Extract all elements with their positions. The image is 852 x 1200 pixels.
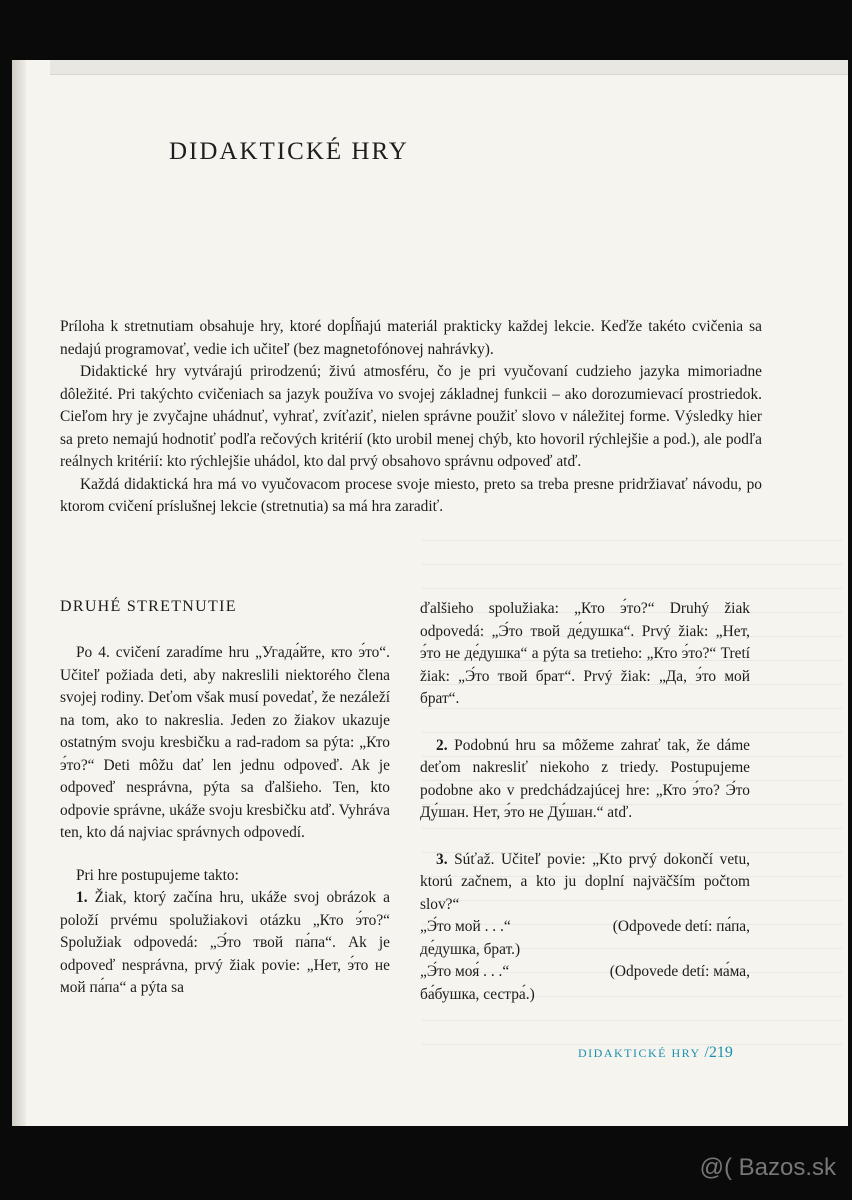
item-text: Podobnú hru sa môžeme zahrať tak, že dáme deťom nakresliť niekoho z triedy. Postupujeme podobne ako v predchádzajúcej hre: „Кто э́то? Э́то Ду́шан. Нет, э́то не Ду́шан.“ atď. xyxy=(420,736,750,821)
item-text: Súťaž. Učiteľ povie: „Kto prvý dokončí vetu, ktorú začnem, a kto ju doplní najväčším počtom slov?“ xyxy=(420,850,750,913)
page-edge-top xyxy=(50,60,848,75)
quote-continuation: де́душка, брат.) xyxy=(420,940,521,958)
paragraph-game-intro: Po 4. cvičení zaradíme hru „Угада́йте, кто э́то“. Učiteľ požiada deti, aby nakreslili niektorého člena svojej rodiny. Deťom však musí povedať, že nezáleží na tom, ako to nakreslia. Jeden zo žiakov ukazuje ostatným svoju kresbičku a rad-radom sa pýta: „Кто э́то?“ Deti môžu dať len jednu odpoveď. Ak je odpoveď nesprávna, pýta sa ďalšieho. Ten, kto odpovie správne, ukáže svoju kresbičku atď. Vyhráva ten, kto dá najviac správnych odpovedí. xyxy=(60,644,390,841)
intro-paragraph: Každá didaktická hra má vo vyučovacom procese svoje miesto, preto sa treba presne pridržiavať návodu, po ktorom cvičení príslušnej lekcie (stretnutia) sa má hra zaradiť. xyxy=(60,475,762,515)
watermark: @( Bazos.sk xyxy=(699,1154,836,1181)
quote-prompt: „Э́то мой . . .“ xyxy=(420,918,511,935)
list-item-1-continued: ďalšieho spolužiaka: „Кто э́то?“ Druhý žiak odpovedá: „Э́то твой де́душка“. Prvý žiak: „Нет, э́то не де́душка“ a pýta sa tretieho: „Кто э́то?“ Tretí žiak: „Э́то твой брат“. Prvý žiak: „Да, э́то мой брат“. xyxy=(420,600,750,707)
item-number: 1. xyxy=(76,889,88,906)
page-edge-left xyxy=(12,60,26,1126)
page-footer xyxy=(578,1044,733,1062)
quote-answer: (Odpovede detí: па́па, xyxy=(612,918,750,935)
list-item-1 xyxy=(60,887,390,1000)
quote-answer: (Odpovede detí: ма́ма, xyxy=(609,963,750,980)
right-column xyxy=(420,598,750,1006)
left-column xyxy=(60,642,390,1000)
quote-continuation: ба́бушка, сестра́.) xyxy=(420,985,535,1003)
section-heading: DRUHÉ STRETNUTIE xyxy=(60,598,237,615)
item-text: Žiak, ktorý začína hru, ukáže svoj obrázok a položí prvému spolužiakovi otázku „Кто э́то?“ Spolužiak odpovedá: „Э́то твой па́па“. Ak je odpoveď nesprávna, prvý žiak povie: „Нет, э́то не мой па́па“ a pýta sa xyxy=(60,889,390,996)
quote-line-2 xyxy=(420,961,750,984)
item-number: 2. xyxy=(436,736,448,754)
footer-label: DIDAKTICKÉ HRY xyxy=(578,1046,701,1060)
book-page xyxy=(12,60,848,1126)
intro-text xyxy=(60,316,762,519)
quote-line-1 xyxy=(420,916,750,939)
list-item-3 xyxy=(420,849,750,917)
item-number: 3. xyxy=(436,850,448,868)
intro-paragraph: Didaktické hry vytvárajú prirodzenú; živú atmosféru, čo je pri vyučovaní cudzieho jazyka mimoriadne dôležité. Pri takýchto cvičeniach sa jazyk používa vo svojej základnej funkcii – ako dorozumievací prostriedok. Cieľom hry je zvyčajne uhádnuť, vyhrať, zvíťaziť, nielen správne použiť slovo v náležitej forme. Výsledky hier sa preto nemajú hodnotiť podľa rečových kritérií (kto urobil menej chýb, kto hovoril rýchlejšie a pod.), ale podľa reálnych kritérií: kto rýchlejšie uhádol, kto dal prvý obsahovo správnu odpoveď atď. xyxy=(60,363,762,470)
list-item-2 xyxy=(420,735,750,825)
page-number: /219 xyxy=(704,1044,733,1061)
paragraph-procedure: Pri hre postupujeme takto: xyxy=(76,866,239,884)
page-title: DIDAKTICKÉ HRY xyxy=(169,138,409,165)
quote-prompt: „Э́то моя́ . . .“ xyxy=(420,963,510,980)
intro-paragraph: Príloha k stretnutiam obsahuje hry, ktoré dopĺňajú materiál prakticky každej lekcie. Keďže takéto cvičenia sa nedajú programovať, vedie ich učiteľ (bez magnetofónovej nahrávky). xyxy=(60,318,762,358)
